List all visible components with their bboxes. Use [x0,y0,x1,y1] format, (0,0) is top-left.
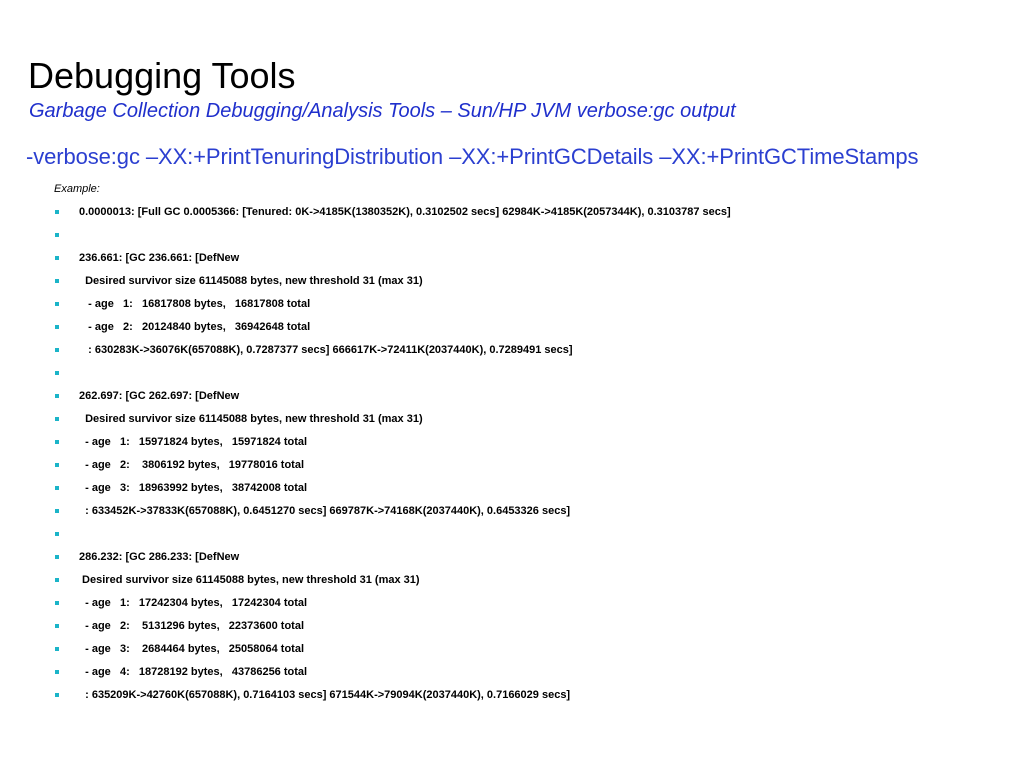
square-bullet-icon [55,302,59,306]
square-bullet-icon [55,463,59,467]
gc-log-line-text: - age 3: 18963992 bytes, 38742008 total [79,482,308,494]
gc-log-line-text: - age 1: 16817808 bytes, 16817808 total [79,298,311,310]
example-label: Example: [54,183,100,195]
slide-title: Debugging Tools [28,55,296,96]
gc-log-line-text: Desired survivor size 61145088 bytes, new threshold 31 (max 31) [79,413,423,425]
gc-log-line-text: : 633452K->37833K(657088K), 0.6451270 secs] 669787K->74168K(2037440K), 0.6453326 secs] [79,505,571,517]
square-bullet-icon [55,670,59,674]
gc-command-line: -verbose:gc –XX:+PrintTenuringDistribution –XX:+PrintGCDetails –XX:+PrintGCTimeStamps [26,144,919,169]
gc-log-line-text: 236.661: [GC 236.661: [DefNew [79,252,240,264]
square-bullet-icon [55,279,59,283]
square-bullet-icon [55,601,59,605]
gc-log-line-text: - age 2: 3806192 bytes, 19778016 total [79,459,305,471]
square-bullet-icon [55,578,59,582]
gc-log-line-text: : 630283K->36076K(657088K), 0.7287377 secs] 666617K->72411K(2037440K), 0.7289491 secs] [79,344,573,356]
gc-log-line-text: Desired survivor size 61145088 bytes, new threshold 31 (max 31) [79,275,423,287]
square-bullet-icon [55,647,59,651]
square-bullet-icon [55,440,59,444]
gc-log-line-text: - age 1: 15971824 bytes, 15971824 total [79,436,308,448]
slide-subtitle: Garbage Collection Debugging/Analysis Tools – Sun/HP JVM verbose:gc output [29,100,736,122]
gc-log-line-text: - age 4: 18728192 bytes, 43786256 total [79,666,308,678]
square-bullet-icon [55,555,59,559]
square-bullet-icon [55,210,59,214]
gc-log-line-text: - age 2: 20124840 bytes, 36942648 total [79,321,311,333]
square-bullet-icon [55,509,59,513]
gc-log-line-text: 262.697: [GC 262.697: [DefNew [79,390,240,402]
square-bullet-icon [55,348,59,352]
square-bullet-icon [55,325,59,329]
gc-log-line-text: Desired survivor size 61145088 bytes, new threshold 31 (max 31) [79,574,420,586]
square-bullet-icon [55,256,59,260]
square-bullet-icon [55,486,59,490]
gc-log-line-text: 0.0000013: [Full GC 0.0005366: [Tenured: 0K->4185K(1380352K), 0.3102502 secs] 62984K->4185K(2057344K), 0.3103787 secs] [79,206,731,218]
square-bullet-icon [55,417,59,421]
gc-log-line-text: - age 3: 2684464 bytes, 25058064 total [79,643,305,655]
square-bullet-icon [55,233,59,237]
square-bullet-icon [55,693,59,697]
square-bullet-icon [55,532,59,536]
gc-log-line-text: - age 2: 5131296 bytes, 22373600 total [79,620,305,632]
gc-log-line-text: - age 1: 17242304 bytes, 17242304 total [79,597,308,609]
square-bullet-icon [55,371,59,375]
square-bullet-icon [55,394,59,398]
square-bullet-icon [55,624,59,628]
gc-log-line-text: : 635209K->42760K(657088K), 0.7164103 secs] 671544K->79094K(2037440K), 0.7166029 secs] [79,689,571,701]
gc-log-line-text: 286.232: [GC 286.233: [DefNew [79,551,240,563]
